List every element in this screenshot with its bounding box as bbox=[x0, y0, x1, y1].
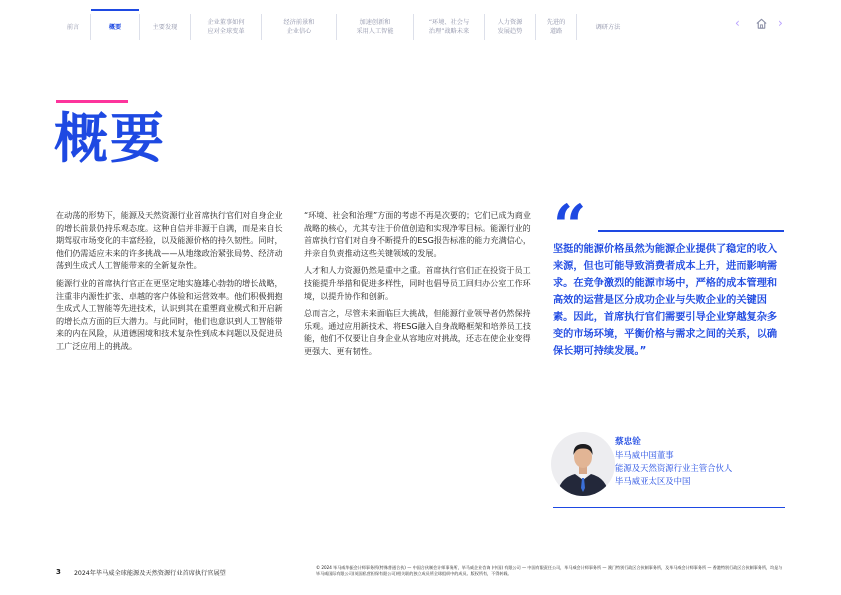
person-name: 蔡忠铨 bbox=[615, 437, 641, 447]
person-title: 能源及天然资源行业主管合伙人 bbox=[615, 463, 733, 473]
paragraph: “环境、社会和治理”方面的考虑不再是次要的；它们已成为商业战略的核心，尤其专注于价值创造和实现净零目标。能源行业的首席执行官们对自身不断提升的ESG报告标准的能力充满信心，并亲自负责推动这些关键领域的发展。 bbox=[304, 210, 531, 258]
nav-tab-esg-strategy[interactable]: “环境、社会与 治理”战略未来 bbox=[428, 19, 470, 35]
nav-tab-methodology[interactable]: 调研方法 bbox=[595, 23, 621, 31]
paragraph: 人才和人力资源仍然是重中之重。首席执行官们正在投资于员工技能提升举措和促进多样性，同时也倡导员工回归办公室工作环境，以提升协作和创新。 bbox=[304, 265, 531, 301]
top-navigation bbox=[56, 9, 788, 45]
paragraph: 在动荡的形势下，能源及天然资源行业首席执行官们对自身企业的增长前景仍持乐观态度。这种自信并非源于自满，而是来自长期驾驭市场变化的丰富经验，以及能源价格的持久韧性。同时，他们仍需适应未来的许多挑战——从地缘政治紧张局势、经济动荡到生成式人工智能带来的全新复杂性。 bbox=[56, 210, 283, 271]
avatar bbox=[551, 432, 615, 496]
chevron-right-icon[interactable]: › bbox=[778, 16, 783, 30]
nav-tab-ai-innovation[interactable]: 加速创新和 采用人工智能 bbox=[356, 19, 394, 35]
person-title: 毕马威亚太区及中国 bbox=[615, 476, 691, 486]
paragraph: 能源行业的首席执行官正在更坚定地实施雄心勃勃的增长战略，注重非内源性扩张、卓越的客户体验和运营效率。他们积极拥抱生成式人工智能等先进技术，认识到其在重塑商业模式和开启新的增长点方面的巨大潜力。与此同时，他们也意识到人工智能带来的内在风险，从道德困境和技术复杂性到成本问题以及促进员工广泛应用上的挑战。 bbox=[56, 277, 283, 351]
body-column-left bbox=[56, 209, 288, 358]
nav-tab-board-response[interactable]: 企业董事如何 应对全球变革 bbox=[207, 19, 245, 35]
legal-notice: © 2024 毕马威华振会计师事务所(特殊普通合伙) — 中国合伙制会计师事务所，毕马威企业咨询 (中国) 有限公司 — 中国有限责任公司，毕马威会计师事务所 — 澳门特别行政区合伙制事务所，及毕马威会计师事务所 — 香港特别行政区合伙制事务所，均是与毕马威国际有限公司(英国私营担保有限公司)相关联的独立成员所全球组织中的成员。版权所有，不得转载。 bbox=[316, 565, 783, 577]
nav-tab-economic-outlook[interactable]: 经济前景和 企业信心 bbox=[283, 19, 315, 35]
nav-tab-preface[interactable]: 前言 bbox=[66, 23, 80, 31]
person-title: 毕马威中国董事 bbox=[615, 450, 674, 460]
nav-tab-hr-trends[interactable]: 人力资源 发展趋势 bbox=[497, 19, 523, 35]
page-number: 3 bbox=[56, 568, 61, 576]
quote-mark-icon: “ bbox=[553, 192, 581, 260]
page-title: 概要 bbox=[54, 107, 166, 170]
report-title: 2024年毕马威全球能源及天然资源行业首席执行官展望 bbox=[74, 570, 226, 577]
nav-tab-overview[interactable]: 概要 bbox=[91, 9, 139, 45]
chevron-left-icon[interactable]: ‹ bbox=[735, 16, 740, 30]
person-portrait-icon bbox=[551, 432, 615, 496]
pull-quote: 坚挺的能源价格虽然为能源企业提供了稳定的收入来源，但也可能导致消费者成本上升，进而影响需求。在竞争激烈的能源市场中，严格的成本管理和高效的运营是区分成功企业与失败企业的关键因素。因此，首席执行官们需要引导企业穿越复杂多变的市场环境，平衡价格与需求之间的关系，以确保长期可持续发展。” bbox=[553, 244, 778, 357]
nav-tab-key-findings[interactable]: 主要发现 bbox=[152, 23, 178, 31]
quote-rule bbox=[598, 230, 784, 232]
title-accent-bar bbox=[56, 100, 128, 103]
body-column-middle bbox=[304, 209, 536, 363]
person-divider bbox=[553, 507, 785, 508]
nav-tab-path-forward[interactable]: 先进的 道路 bbox=[546, 19, 566, 35]
home-icon[interactable] bbox=[755, 17, 768, 30]
paragraph: 总而言之，尽管未来面临巨大挑战，但能源行业领导者仍然保持乐观。通过应用新技术、将ESG融入自身战略框架和培养员工技能，他们不仅要让自身企业从容地应对挑战，还志在使企业变得更强大、更有韧性。 bbox=[304, 308, 531, 356]
